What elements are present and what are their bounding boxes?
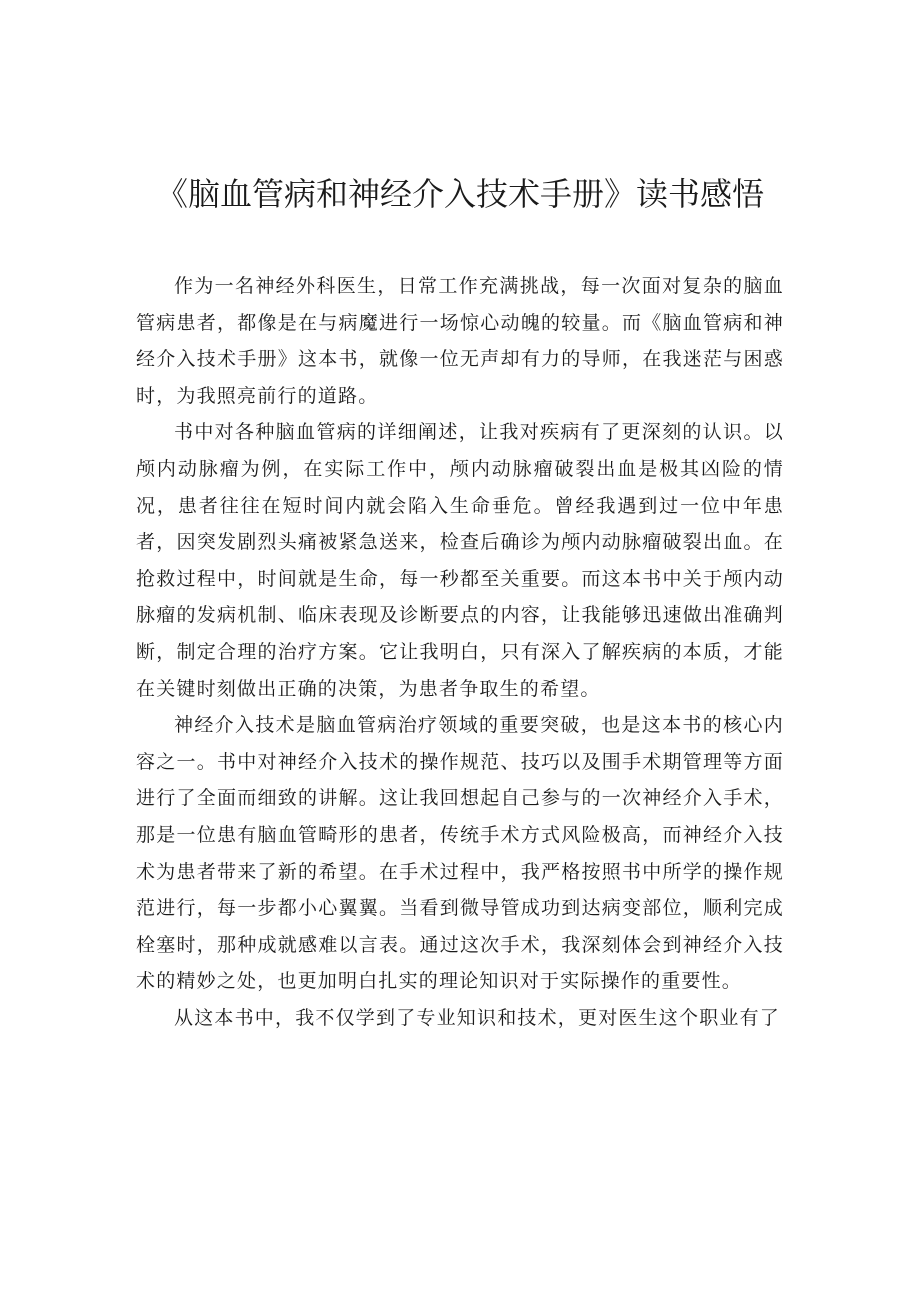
- paragraph-4: 从这本书中，我不仅学到了专业知识和技术，更对医生这个职业有了: [174, 1006, 781, 1029]
- document-title: 《脑血管病和神经介入技术手册》读书感悟: [155, 175, 764, 213]
- paragraph-3: 神经介入技术是脑血管病治疗领域的重要突破，也是这本书的核心内容之一。书中对神经介入技术的操作规范、技巧以及围手术期管理等方面进行了全面而细致的讲解。这让我回想起自己参与的一次神经介入手术，那是一位患有脑血管畸形的患者，传统手术方式风险极高，而神经介入技术为患者带来了新的希望。在手术过程中，我严格按照书中所学的操作规范进行，每一步都小心翼翼。当看到微导管成功到达病变部位，顺利完成栓塞时，那种成就感难以言表。通过这次手术，我深刻体会到神经介入技术的精妙之处，也更加明白扎实的理论知识对于实际操作的重要性。: [136, 714, 784, 993]
- document-body: [136, 268, 784, 1036]
- paragraph-1: 作为一名神经外科医生，日常工作充满挑战，每一次面对复杂的脑血管病患者，都像是在与病魔进行一场惊心动魄的较量。而《脑血管病和神经介入技术手册》这本书，就像一位无声却有力的导师，在我迷茫与困惑时，为我照亮前行的道路。: [136, 275, 784, 407]
- paragraph-2: 书中对各种脑血管病的详细阐述，让我对疾病有了更深刻的认识。以颅内动脉瘤为例，在实际工作中，颅内动脉瘤破裂出血是极其凶险的情况，患者往往在短时间内就会陷入生命垂危。曾经我遇到过一位中年患者，因突发剧烈头痛被紧急送来，检查后确诊为颅内动脉瘤破裂出血。在抢救过程中，时间就是生命，每一秒都至关重要。而这本书中关于颅内动脉瘤的发病机制、临床表现及诊断要点的内容，让我能够迅速做出准确判断，制定合理的治疗方案。它让我明白，只有深入了解疾病的本质，才能在关键时刻做出正确的决策，为患者争取生的希望。: [136, 421, 784, 700]
